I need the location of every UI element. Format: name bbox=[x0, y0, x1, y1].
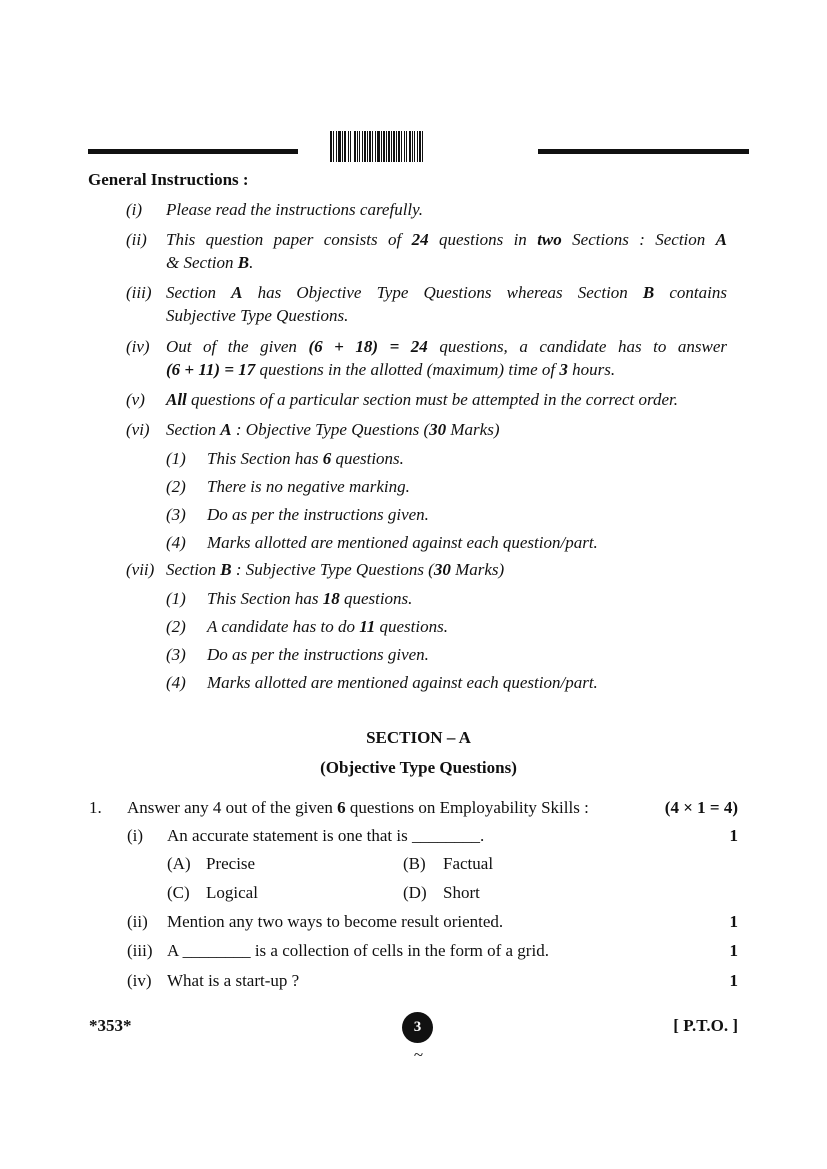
header-rule-left bbox=[88, 149, 298, 154]
option-label: (A) bbox=[167, 854, 191, 873]
instruction-label: (i) bbox=[126, 200, 143, 219]
paper-code: *353* bbox=[89, 1016, 132, 1035]
instruction-text-segment: This question paper consists of bbox=[166, 230, 412, 249]
option-text: Factual bbox=[443, 854, 494, 873]
page-number: 3 bbox=[402, 1012, 433, 1043]
instruction-label: (v) bbox=[126, 390, 145, 409]
section-a-title: SECTION – A bbox=[366, 728, 471, 747]
instruction-text bbox=[207, 589, 412, 609]
instruction-text bbox=[166, 230, 727, 250]
instruction-text-segment: . bbox=[249, 253, 254, 272]
question-number: 1. bbox=[89, 798, 102, 817]
part-text: Mention any two ways to become result oriented. bbox=[167, 912, 504, 931]
instruction-text bbox=[166, 200, 423, 220]
instruction-text-segment: Subjective Type Questions. bbox=[166, 306, 349, 325]
instruction-text-segment: A candidate has to do bbox=[207, 617, 360, 636]
instruction-text-segment: 30 bbox=[429, 420, 447, 439]
instruction-text bbox=[207, 645, 429, 665]
instruction-text-segment: questions. bbox=[339, 589, 413, 608]
instruction-label: (3) bbox=[166, 505, 186, 524]
option-text: Short bbox=[443, 883, 480, 902]
instruction-label: (ii) bbox=[126, 230, 147, 249]
instruction-label: (4) bbox=[166, 673, 186, 692]
part-label: (i) bbox=[127, 826, 144, 845]
option-label: (C) bbox=[167, 883, 190, 902]
instruction-text bbox=[207, 449, 404, 469]
instruction-text-segment: 3 bbox=[559, 360, 568, 379]
instruction-text bbox=[166, 360, 615, 380]
instruction-text bbox=[207, 505, 429, 525]
instruction-text-segment: Do as per the instructions given. bbox=[207, 645, 429, 664]
instruction-text bbox=[166, 253, 253, 273]
part-label: (iii) bbox=[127, 941, 153, 960]
instruction-text bbox=[166, 337, 727, 357]
instruction-label: (iii) bbox=[126, 283, 152, 302]
question-text bbox=[127, 798, 589, 818]
instruction-text-segment: (6 + 18) = 24 bbox=[308, 337, 428, 356]
instruction-label: (vi) bbox=[126, 420, 150, 439]
instruction-text-segment: Section bbox=[166, 420, 221, 439]
instruction-text-segment: Out of the given bbox=[166, 337, 309, 356]
instruction-text-segment: Sections : Section bbox=[561, 230, 716, 249]
instruction-text-segment: Marks allotted are mentioned against each question/part. bbox=[207, 533, 598, 552]
instruction-text-segment: & Section bbox=[166, 253, 238, 272]
instruction-label: (1) bbox=[166, 449, 186, 468]
instruction-text-segment: questions of a particular section must be attempted in the correct order. bbox=[186, 390, 679, 409]
part-marks: 1 bbox=[729, 912, 738, 931]
instruction-text-segment: questions in bbox=[428, 230, 538, 249]
barcode-bar bbox=[423, 131, 425, 162]
instruction-text bbox=[207, 673, 598, 693]
part-text: What is a start-up ? bbox=[167, 971, 300, 990]
instruction-text-segment: There is no negative marking. bbox=[207, 477, 410, 496]
instruction-text-segment: B bbox=[237, 253, 250, 272]
part-marks: 1 bbox=[729, 941, 738, 960]
instruction-text bbox=[207, 477, 410, 497]
instruction-label: (1) bbox=[166, 589, 186, 608]
part-label: (iv) bbox=[127, 971, 152, 990]
part-text: A ________ is a collection of cells in the form of a grid. bbox=[167, 941, 549, 960]
instruction-text-segment: Marks allotted are mentioned against each question/part. bbox=[207, 673, 598, 692]
instruction-text-segment: questions. bbox=[375, 617, 448, 636]
instruction-text-segment: : Objective Type Questions ( bbox=[231, 420, 430, 439]
instruction-text bbox=[207, 617, 448, 637]
instruction-text-segment: 30 bbox=[433, 560, 451, 579]
pto-label: [ P.T.O. ] bbox=[673, 1016, 738, 1035]
instruction-text bbox=[166, 420, 499, 440]
question-marks: (4 × 1 = 4) bbox=[664, 798, 738, 817]
instruction-text-segment: 24 bbox=[411, 230, 429, 249]
instruction-text-segment: This Section has bbox=[207, 589, 323, 608]
instruction-text bbox=[166, 560, 504, 580]
option-label: (B) bbox=[403, 854, 426, 873]
instruction-text bbox=[166, 390, 678, 410]
instruction-text-segment: A bbox=[715, 230, 728, 249]
instruction-text-segment: two bbox=[537, 230, 562, 249]
instruction-text-segment: questions in the allotted (maximum) time of bbox=[255, 360, 560, 379]
section-a-subtitle: (Objective Type Questions) bbox=[320, 758, 517, 777]
tilde-mark: ~ bbox=[413, 1045, 424, 1064]
option-text: Logical bbox=[206, 883, 258, 902]
instruction-text-segment: A bbox=[231, 283, 243, 302]
instruction-text-segment: Marks) bbox=[446, 420, 500, 439]
instruction-text-segment: (6 + 11) = 17 bbox=[166, 360, 256, 379]
instruction-text-segment: Section bbox=[166, 283, 232, 302]
instruction-text-segment: Section bbox=[166, 560, 221, 579]
instruction-text-segment: hours. bbox=[567, 360, 616, 379]
instruction-text-segment: All bbox=[166, 390, 187, 409]
part-marks: 1 bbox=[729, 826, 738, 845]
question-text-count: 6 bbox=[337, 798, 346, 817]
instruction-label: (iv) bbox=[126, 337, 150, 356]
instruction-text-segment: questions, a candidate has to answer bbox=[427, 337, 727, 356]
instruction-text-segment: Do as per the instructions given. bbox=[207, 505, 429, 524]
general-instructions-title: General Instructions : bbox=[88, 170, 249, 189]
part-marks: 1 bbox=[729, 971, 738, 990]
instruction-text-segment: Marks) bbox=[450, 560, 505, 579]
instruction-text-segment: contains bbox=[654, 283, 727, 302]
instruction-text bbox=[207, 533, 598, 553]
part-text: An accurate statement is one that is ________. bbox=[167, 826, 485, 845]
barcode bbox=[330, 131, 496, 162]
instruction-text-segment: 6 bbox=[322, 449, 332, 468]
option-label: (D) bbox=[403, 883, 427, 902]
instruction-text-segment: B bbox=[642, 283, 655, 302]
instruction-label: (2) bbox=[166, 617, 186, 636]
instruction-text-segment: Please read the instructions carefully. bbox=[166, 200, 424, 219]
option-text: Precise bbox=[206, 854, 256, 873]
instruction-text-segment: This Section has bbox=[207, 449, 323, 468]
instruction-text-segment: 18 bbox=[322, 589, 340, 608]
instruction-text-segment: B bbox=[220, 560, 232, 579]
instruction-text-segment: 11 bbox=[359, 617, 376, 636]
instruction-text-segment: : Subjective Type Questions ( bbox=[231, 560, 434, 579]
instruction-label: (3) bbox=[166, 645, 186, 664]
instruction-label: (4) bbox=[166, 533, 186, 552]
part-label: (ii) bbox=[127, 912, 148, 931]
instruction-text-segment: questions. bbox=[331, 449, 404, 468]
instruction-label: (2) bbox=[166, 477, 186, 496]
header-rule-right bbox=[538, 149, 749, 154]
instruction-label: (vii) bbox=[126, 560, 155, 579]
instruction-text bbox=[166, 306, 348, 326]
question-text-a: Answer any 4 out of the given bbox=[127, 798, 338, 817]
question-text-b: questions on Employability Skills : bbox=[345, 798, 589, 817]
instruction-text bbox=[166, 283, 727, 303]
instruction-text-segment: A bbox=[220, 420, 232, 439]
instruction-text-segment: has Objective Type Questions whereas Section bbox=[242, 283, 643, 302]
